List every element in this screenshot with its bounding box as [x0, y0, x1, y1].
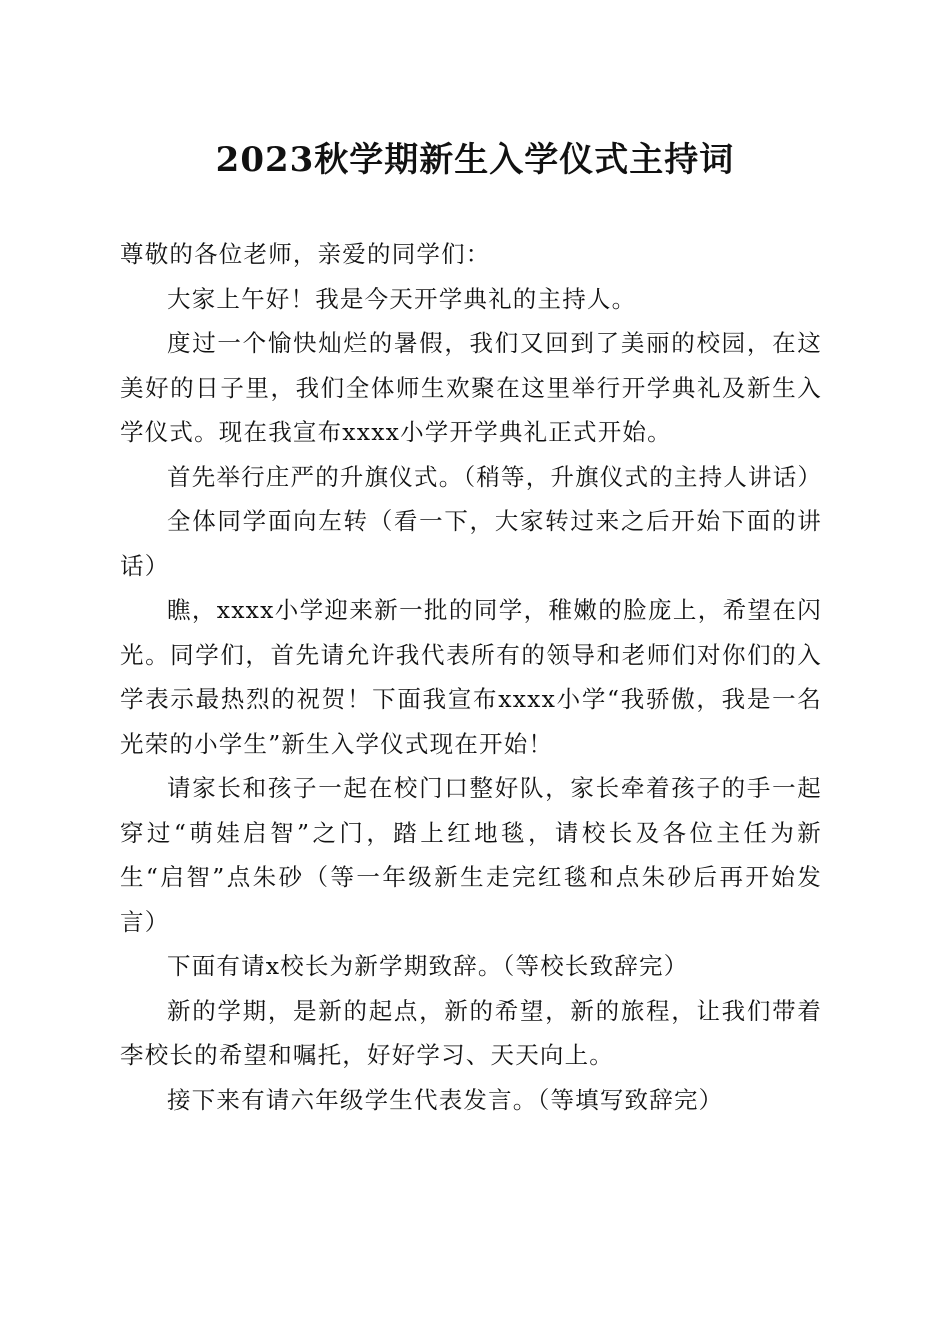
- document-title: 2023秋学期新生入学仪式主持词: [215, 140, 735, 180]
- paragraph-8: 新的学期，是新的起点，新的希望，新的旅程，让我们带着李校长的希望和嘱托，好好学习、天天向上。: [120, 996, 822, 1069]
- paragraph-3: 首先举行庄严的升旗仪式。（稍等，升旗仪式的主持人讲话）: [167, 462, 823, 491]
- greeting-line: 尊敬的各位老师，亲爱的同学们：: [120, 240, 491, 268]
- paragraph-5: 瞧，xxxx小学迎来新一批的同学，稚嫩的脸庞上，希望在闪光。同学们，首先请允许我代表所有的领导和老师们对你们的入学表示最热烈的祝贺！下面我宣布xxxx小学“我骄傲，我是一名光荣的小学生”新生入学仪式现在开始！: [120, 596, 822, 758]
- paragraph-2: 度过一个愉快灿烂的暑假，我们又回到了美丽的校园，在这美好的日子里，我们全体师生欢聚在这里举行开学典礼及新生入学仪式。现在我宣布xxxx小学开学典礼正式开始。: [120, 329, 822, 446]
- paragraph-1: 大家上午好！我是今天开学典礼的主持人。: [167, 284, 637, 313]
- document-body: [120, 232, 822, 1122]
- paragraph-4: 全体同学面向左转（看一下，大家转过来之后开始下面的讲话）: [120, 507, 822, 580]
- paragraph-6: 请家长和孩子一起在校门口整好队，家长牵着孩子的手一起穿过“萌娃启智”之门，踏上红地毯，请校长及各位主任为新生“启智”点朱砂（等一年级新生走完红毯和点朱砂后再开始发言）: [120, 774, 822, 936]
- paragraph-7: 下面有请x校长为新学期致辞。（等校长致辞完）: [167, 952, 689, 980]
- paragraph-9: 接下来有请六年级学生代表发言。（等填写致辞完）: [167, 1085, 724, 1114]
